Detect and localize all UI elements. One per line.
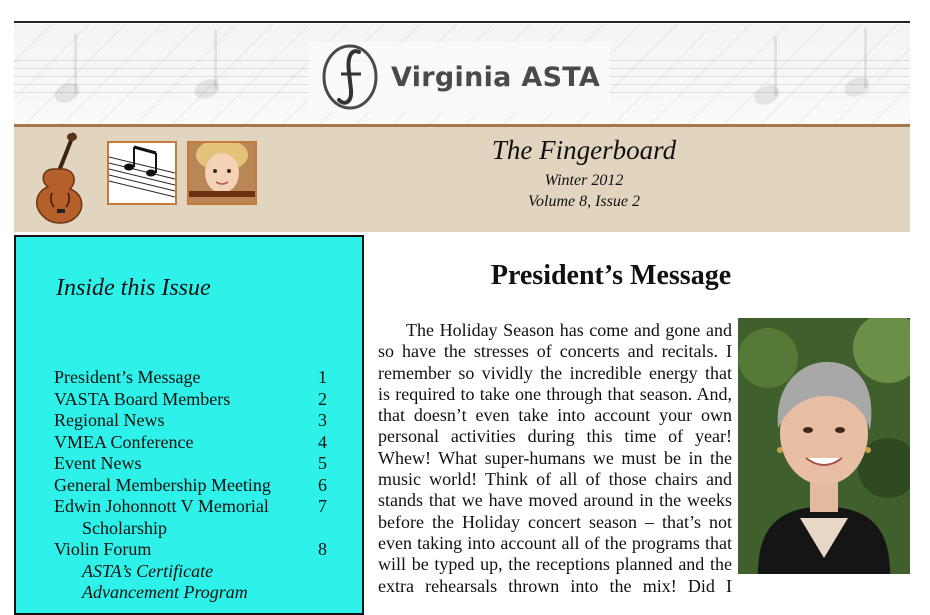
toc-item-page: 8 [318, 539, 327, 559]
article-line: so have the stresses of concerts and recitals. I [378, 341, 732, 362]
masthead-logo [309, 42, 610, 112]
toc-item-page: 7 [318, 496, 327, 516]
toc-item[interactable] [54, 410, 334, 432]
president-portrait [738, 318, 910, 574]
toc-item[interactable] [54, 389, 334, 411]
toc-item[interactable] [54, 432, 334, 454]
toc-item-continuation: Scholarship [82, 517, 167, 538]
young-violinist-thumbnail [187, 141, 257, 205]
inside-this-issue-sidebar [14, 235, 364, 615]
sheet-music-thumbnail [107, 141, 177, 205]
toc-item-label: Violin Forum [54, 539, 152, 559]
sidebar-heading: Inside this Issue [56, 275, 211, 301]
toc-item[interactable] [54, 453, 334, 475]
toc-item[interactable] [54, 496, 334, 518]
toc-item[interactable] [54, 539, 334, 561]
toc-subitem[interactable]: Advancement Program [82, 582, 248, 602]
issue-season: Winter 2012 [544, 172, 624, 189]
article-line: remember so vividly the incredible energy that [378, 362, 732, 383]
top-rule [14, 21, 910, 23]
article-heading: President’s Message [490, 260, 732, 291]
table-of-contents [54, 367, 334, 604]
toc-item-label: Edwin Johonnott V Memorial [54, 496, 269, 516]
article-line: even taking into account all of the programs that [378, 532, 732, 553]
article-line: The Holiday Season has come and gone and [406, 320, 732, 340]
toc-item-page: 6 [318, 474, 327, 495]
article-line: Whew! What super-humans we must be in the [378, 447, 732, 468]
toc-item-label: Event News [54, 453, 142, 473]
toc-item-label: General Membership Meeting [54, 474, 271, 495]
toc-item-page: 2 [318, 388, 327, 409]
toc-item-label: President’s Message [54, 367, 201, 387]
article-body [378, 320, 732, 597]
president-photo [738, 318, 910, 574]
toc-item-label: Regional News [54, 410, 165, 430]
young-violinist-photo [189, 143, 255, 203]
masthead [14, 24, 910, 124]
article-line: is required to take one through that season. And, [378, 383, 732, 404]
ghost-note [751, 81, 782, 108]
toc-item-label: VMEA Conference [54, 431, 194, 452]
article-line: will be typed up, the receptions planned and the [378, 554, 732, 575]
article-line: music world! Think of all of those chairs and [378, 469, 732, 490]
ghost-note [841, 73, 872, 100]
newsletter-name: The Fingerboard [491, 135, 677, 165]
ghost-note [191, 75, 222, 102]
f-clef-icon [319, 42, 381, 112]
article-line: personal activities during this time of year! [378, 426, 732, 447]
sheet-music-icon [109, 143, 175, 203]
toc-item[interactable] [54, 475, 334, 497]
toc-item-page: 5 [318, 453, 327, 473]
issue-volume: Volume 8, Issue 2 [528, 193, 640, 210]
toc-item[interactable] [54, 367, 334, 389]
toc-item-label: VASTA Board Members [54, 388, 231, 409]
article-line: extra rehearsals thrown into the mix! Did I [378, 575, 732, 596]
article-line: stands that we have moved around in the weeks [378, 490, 732, 511]
toc-item-page: 4 [318, 431, 327, 452]
article-line: that doesn’t even take into account your own [378, 405, 732, 426]
toc-item-page: 3 [318, 410, 327, 430]
newsletter-banner [14, 127, 910, 232]
org-name: Virginia ASTA [391, 61, 601, 93]
violin-icon [24, 131, 94, 229]
article-line: before the Holiday concert season – that’s not [378, 511, 732, 532]
toc-item-page: 1 [318, 367, 327, 387]
toc-subitem[interactable]: ASTA’s Certificate [82, 560, 214, 581]
